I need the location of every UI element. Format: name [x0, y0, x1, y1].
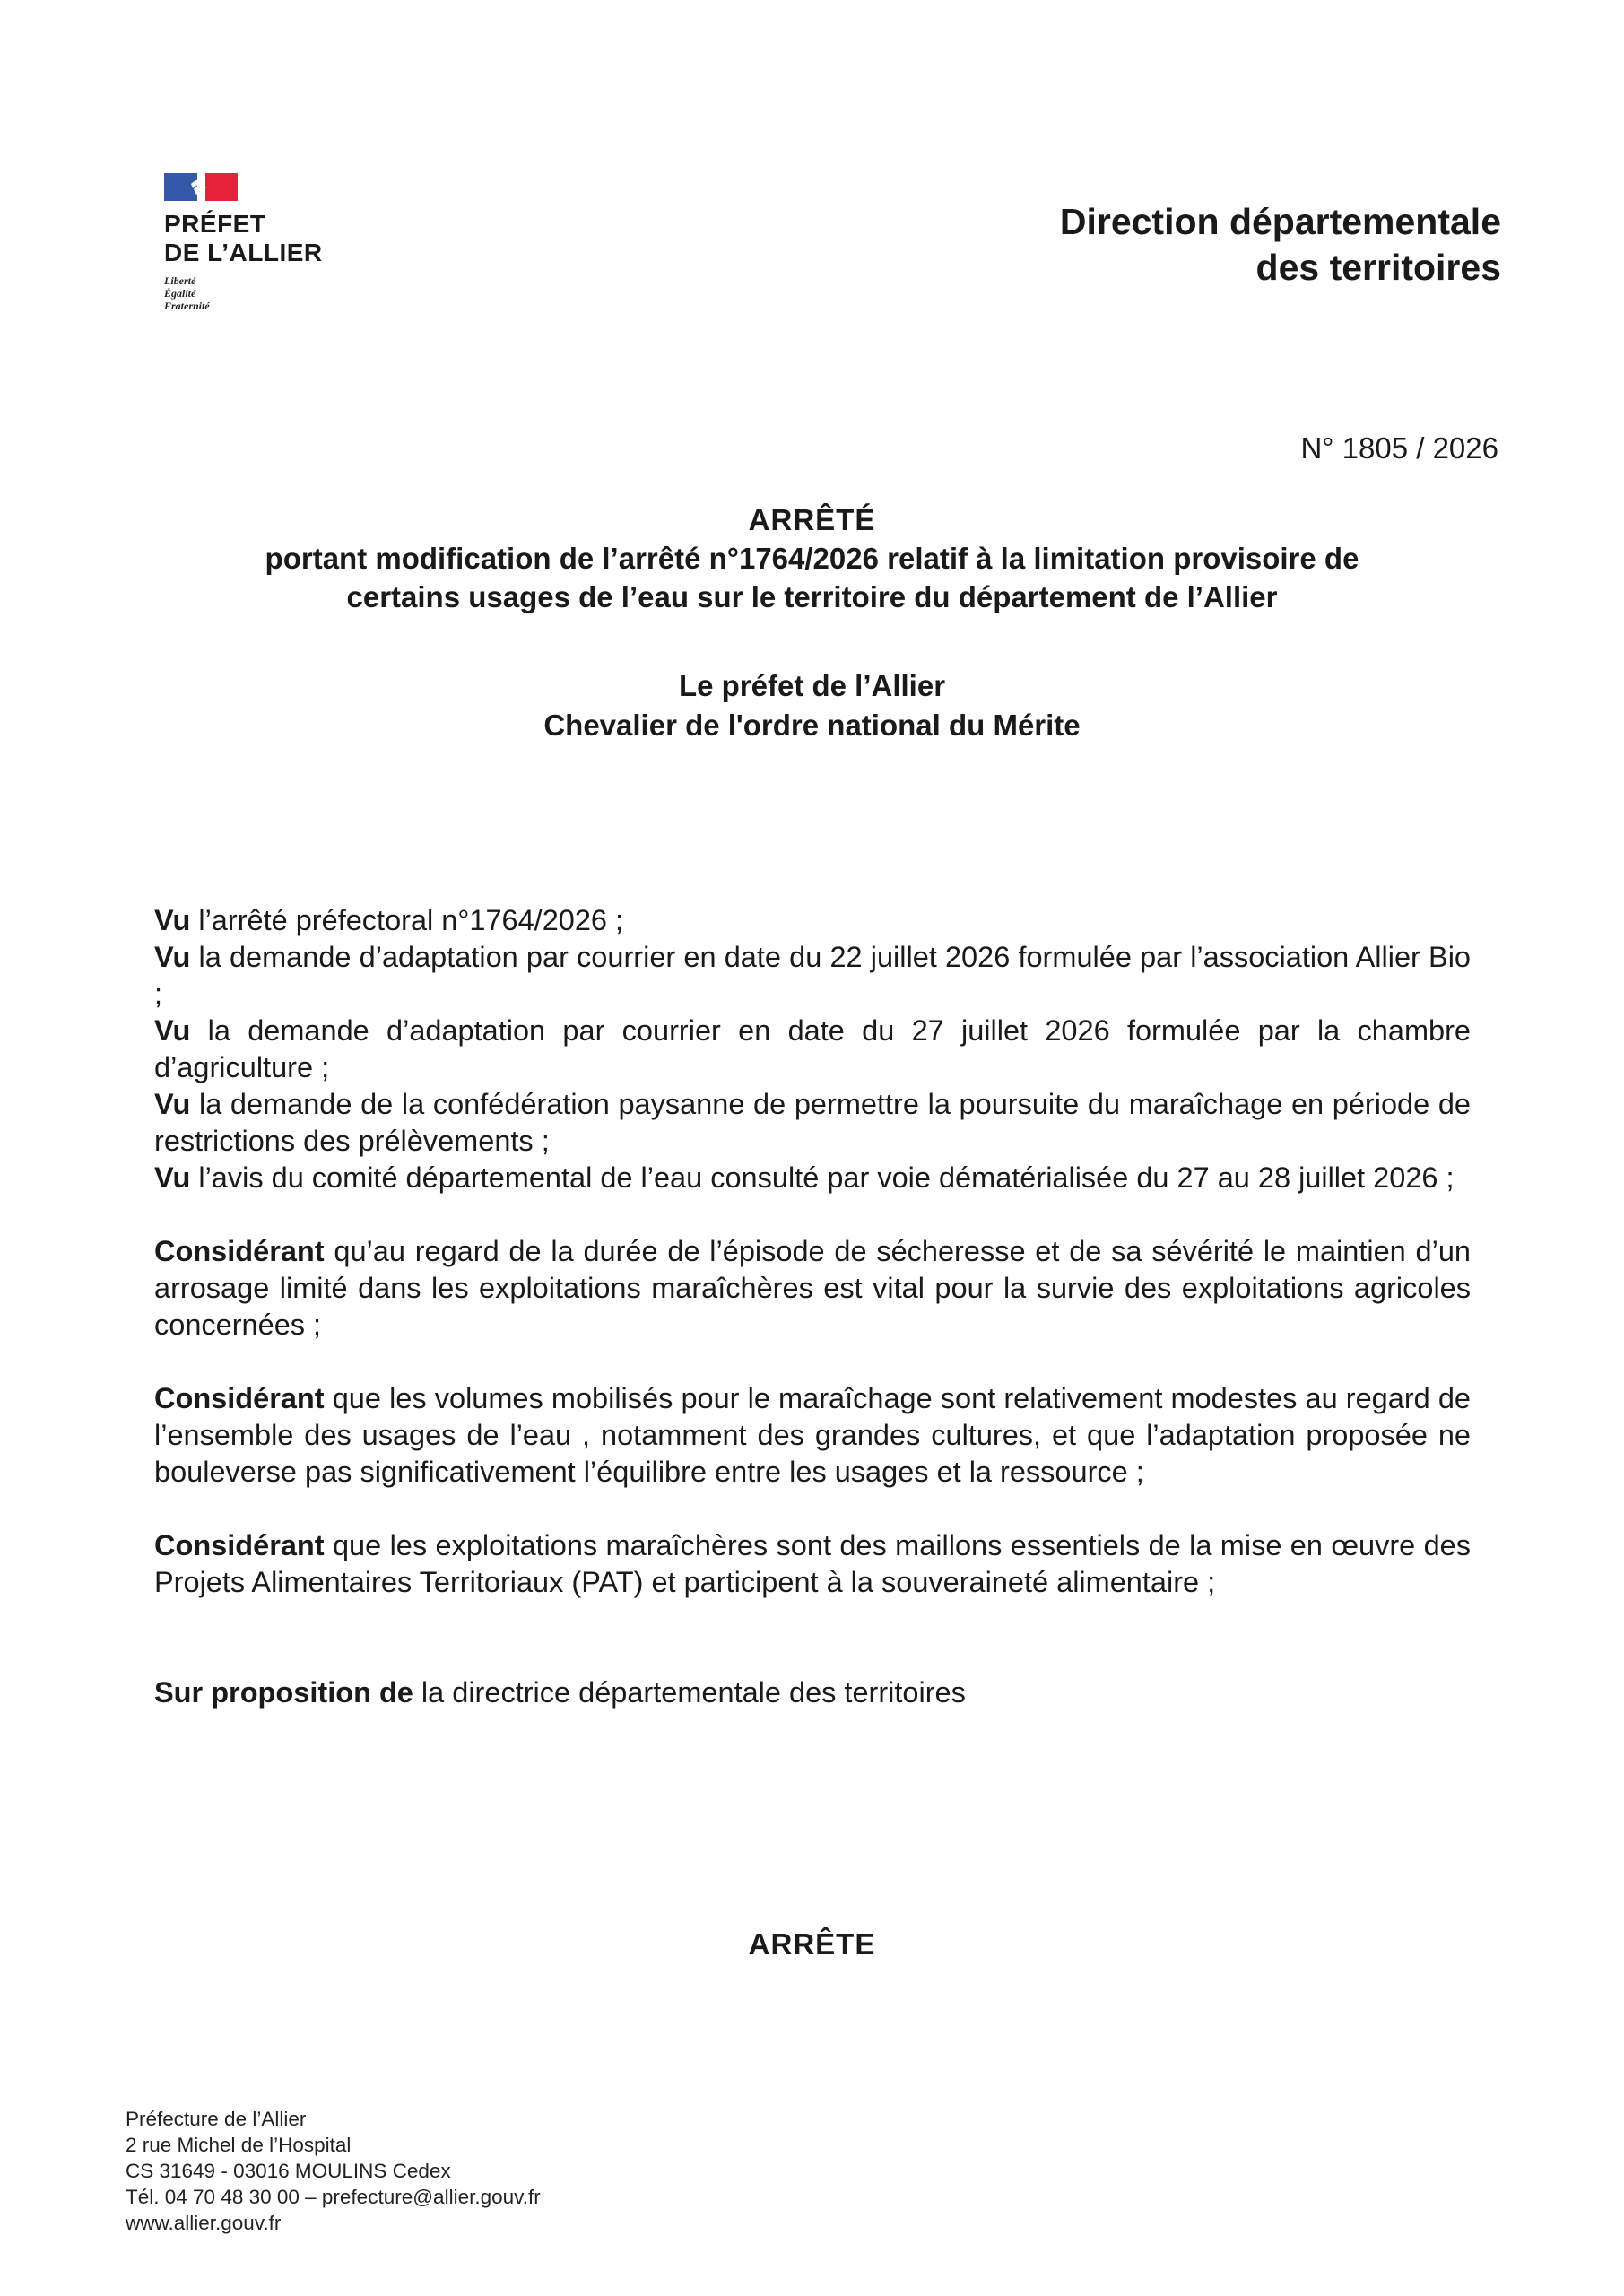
- footer-address: [126, 2106, 541, 2236]
- considerant-1: [154, 1233, 1471, 1344]
- considerant-text: qu’au regard de la durée de l’épisode de sécheresse et de sa sévérité le maintien d’un arrosage limité dans les exploitations maraîchères est vital pour la survie des exploitations agricoles concernées ;: [154, 1235, 1471, 1341]
- visa-3: [154, 1013, 1471, 1086]
- visa-5: [154, 1160, 1471, 1196]
- arrete-number: N° 1805 / 2026: [1300, 431, 1498, 465]
- authority-block: [0, 666, 1624, 745]
- visa-4: [154, 1086, 1471, 1160]
- authority-line2: Chevalier de l'ordre national du Mérite: [543, 709, 1081, 742]
- visa-text: la demande d’adaptation par courrier en date du 22 juillet 2026 formulée par l’association Allier Bio ;: [154, 941, 1471, 1010]
- logo-title: [164, 210, 379, 267]
- visa-2: [154, 939, 1471, 1013]
- footer-line2: 2 rue Michel de l’Hospital: [126, 2134, 352, 2156]
- republic-motto: [164, 274, 379, 312]
- visa-1: [154, 902, 1471, 939]
- visa-keyword: Vu: [154, 941, 191, 973]
- footer-line1: Préfecture de l’Allier: [126, 2108, 307, 2130]
- footer-line3: CS 31649 - 03016 MOULINS Cedex: [126, 2160, 451, 2182]
- title-line1: portant modification de l’arrêté n°1764/2026 relatif à la limitation provisoire de: [265, 542, 1359, 575]
- motto-fraternite: Fraternité: [164, 300, 210, 312]
- proposition-text: la directrice départementale des territoires: [413, 1676, 966, 1709]
- visa-text: la demande de la confédération paysanne de permettre la poursuite du maraîchage en période de restrictions des prélèvements ;: [154, 1088, 1471, 1157]
- considerant-keyword: Considérant: [154, 1382, 325, 1414]
- motto-liberte: Liberté: [164, 274, 196, 287]
- direction-line2: des territoires: [1255, 247, 1501, 288]
- visa-text: la demande d’adaptation par courrier en date du 27 juillet 2026 formulée par la chambre d’agriculture ;: [154, 1014, 1471, 1083]
- visa-text: l’arrêté préfectoral n°1764/2026 ;: [190, 904, 624, 936]
- logo-title-line1: PRÉFET: [164, 210, 266, 238]
- title-main: ARRÊTÉ: [748, 503, 876, 536]
- prefet-logo: [164, 173, 379, 312]
- visa-text: l’avis du comité départemental de l’eau consulté par voie dématérialisée du 27 au 28 juillet 2026 ;: [190, 1161, 1455, 1194]
- visa-keyword: Vu: [154, 1088, 191, 1120]
- considerant-3: [154, 1527, 1471, 1601]
- direction-line1: Direction départementale: [1059, 201, 1501, 242]
- considerant-keyword: Considérant: [154, 1235, 325, 1267]
- proposition: [154, 1674, 1471, 1711]
- footer-line4: Tél. 04 70 48 30 00 – prefecture@allier.gouv.fr: [126, 2186, 541, 2208]
- marianne-flag-icon: [164, 173, 238, 201]
- authority-line1: Le préfet de l’Allier: [678, 669, 946, 702]
- motto-egalite: Égalité: [164, 287, 196, 300]
- visa-keyword: Vu: [154, 904, 191, 936]
- document-title: [0, 500, 1624, 616]
- considerant-text: que les exploitations maraîchères sont des maillons essentiels de la mise en œuvre des Projets Alimentaires Territoriaux (PAT) et participent à la souveraineté alimentaire ;: [154, 1529, 1471, 1598]
- footer-line5: www.allier.gouv.fr: [126, 2212, 282, 2234]
- proposition-keyword: Sur proposition de: [154, 1676, 413, 1709]
- considerant-2: [154, 1380, 1471, 1491]
- document-body: [154, 902, 1471, 1711]
- visa-keyword: Vu: [154, 1161, 191, 1194]
- visa-keyword: Vu: [154, 1014, 191, 1047]
- arrete-heading: ARRÊTE: [748, 1927, 876, 1961]
- title-line2: certains usages de l’eau sur le territoire du département de l’Allier: [346, 580, 1278, 613]
- logo-title-line2: DE L’ALLIER: [164, 239, 323, 266]
- issuing-direction: [1060, 199, 1501, 291]
- considerant-keyword: Considérant: [154, 1529, 325, 1561]
- considerant-text: que les volumes mobilisés pour le maraîchage sont relativement modestes au regard de l’ensemble des usages de l’eau , notamment des grandes cultures, et que l’adaptation proposée ne bouleverse pas significativement l’équilibre entre les usages et la ressource ;: [154, 1382, 1471, 1488]
